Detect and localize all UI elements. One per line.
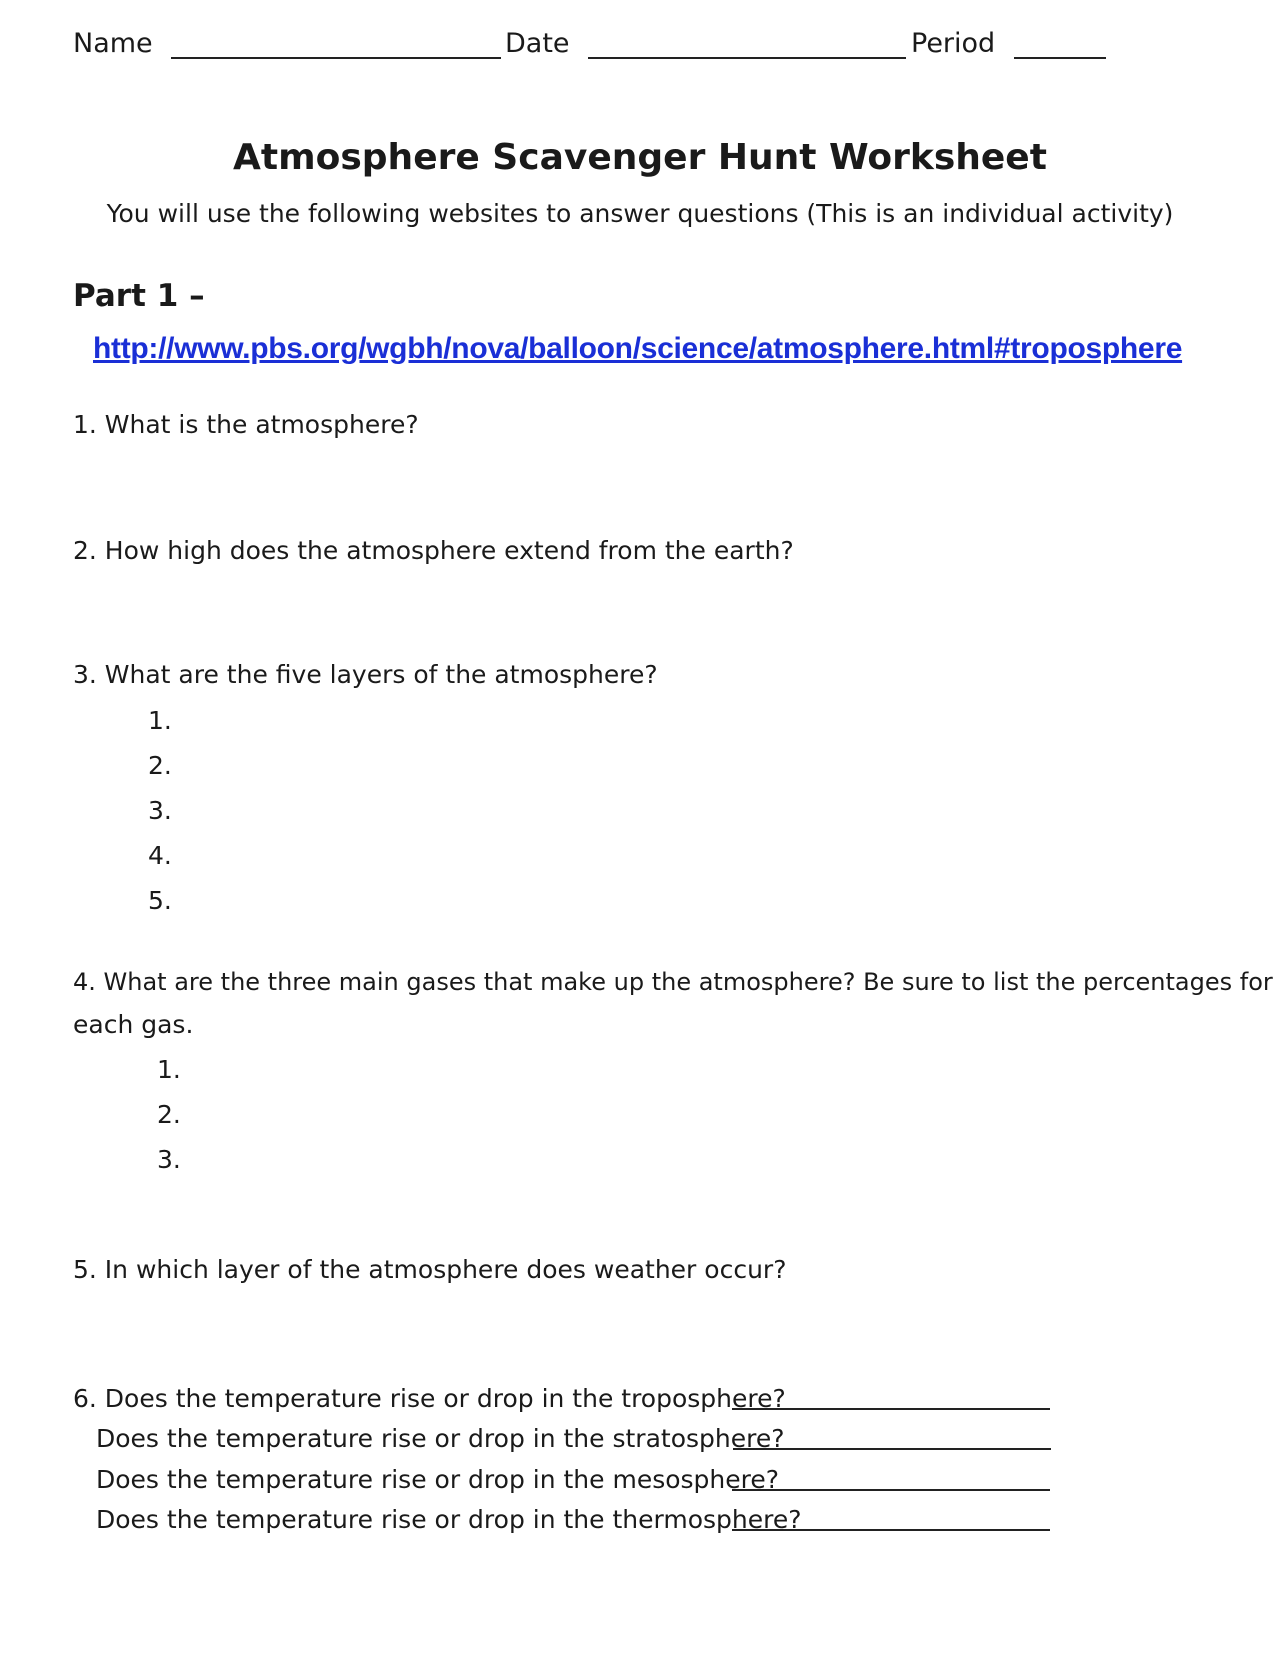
page-subtitle: You will use the following websites to answer questions (This is an individual activity) [106,199,1174,228]
name-blank[interactable] [171,33,501,59]
question-2: 2. How high does the atmosphere extend from the earth? [73,536,794,565]
q4-item-3: 3. [157,1145,181,1174]
question-3: 3. What are the five layers of the atmosphere? [73,660,658,689]
question-6-troposphere: 6. Does the temperature rise or drop in the troposphere? [73,1384,786,1413]
question-6-thermosphere: Does the temperature rise or drop in the thermosphere? [96,1505,802,1534]
q4-item-1: 1. [157,1055,181,1084]
date-field[interactable] [505,28,906,59]
name-label: Name [73,28,153,59]
part-1-heading: Part 1 – [73,278,205,314]
part-1-link[interactable]: http://www.pbs.org/wgbh/nova/balloon/science/atmosphere.html#troposphere [93,332,1183,365]
period-label: Period [911,28,996,59]
name-field[interactable] [73,28,501,59]
date-label: Date [505,28,570,59]
q4-item-2: 2. [157,1100,181,1129]
question-4: 4. What are the three main gases that make up the atmosphere? Be sure to list the percentages for [73,968,1273,996]
q3-item-3: 3. [148,796,172,825]
q3-item-2: 2. [148,751,172,780]
question-6-stratosphere: Does the temperature rise or drop in the stratosphere? [96,1424,785,1453]
period-blank[interactable] [1014,33,1106,59]
answer-blank-mesosphere[interactable] [732,1467,1050,1491]
q3-item-4: 4. [148,841,172,870]
period-field[interactable] [911,28,1106,59]
question-4-cont: each gas. [73,1010,194,1039]
answer-blank-stratosphere[interactable] [733,1426,1051,1450]
question-6-mesosphere: Does the temperature rise or drop in the mesosphere? [96,1465,780,1494]
page-title: Atmosphere Scavenger Hunt Worksheet [233,137,1047,178]
answer-blank-thermosphere[interactable] [732,1507,1050,1531]
date-blank[interactable] [588,33,906,59]
q3-item-5: 5. [148,886,172,915]
answer-blank-troposphere[interactable] [732,1386,1050,1410]
q3-item-1: 1. [148,706,172,735]
question-1: 1. What is the atmosphere? [73,410,419,439]
question-5: 5. In which layer of the atmosphere does weather occur? [73,1255,787,1284]
